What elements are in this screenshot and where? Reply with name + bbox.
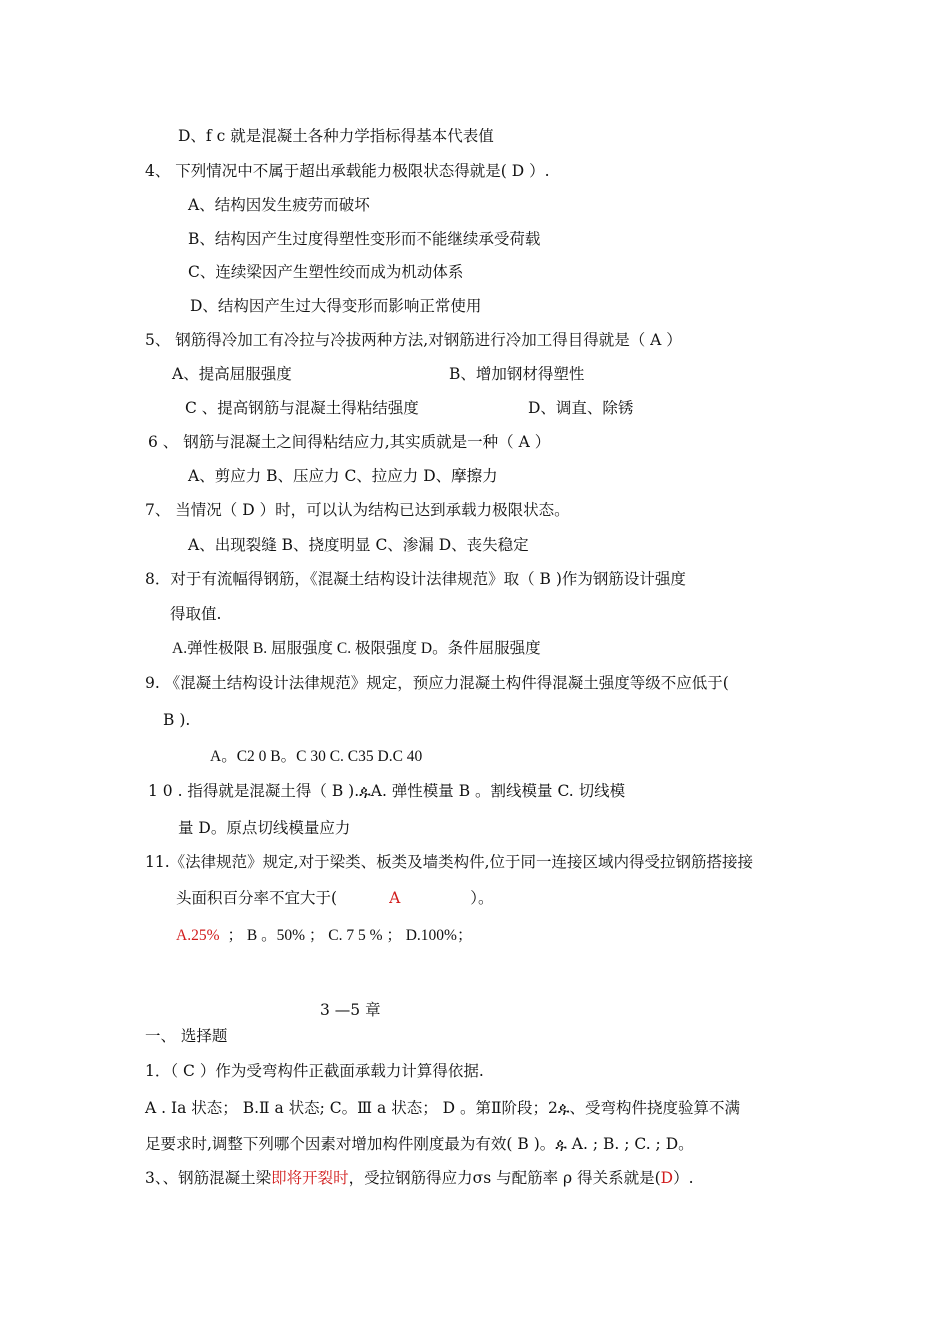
option-line: D、结构因产生过大得变形而影响正常使用 [190,297,482,315]
question-text: ，受拉钢筋得应力σs 与配筋率 ρ 得关系就是( [348,1169,661,1187]
question-line: 6 、 钢筋与混凝土之间得粘结应力,其实质就是一种（ A ） [148,433,551,451]
option-line: D、f c 就是混凝土各种力学指标得基本代表值 [178,127,494,145]
option-line: A、结构因发生疲劳而破坏 [188,196,370,214]
option-text: ； B 。50% ； C. 7 5 % ； D.100%； [227,927,473,944]
question-line [176,888,494,908]
highlight-red: 即将开裂时 [271,1169,349,1187]
option-line: A、提高屈服强度 [172,365,292,383]
question-line: 7、 当情况（ D ）时，可以认为结构已达到承载力极限状态。 [145,501,570,519]
question-line: 11.《法律规范》规定,对于梁类、板类及墙类构件,位于同一连接区域内得受拉钢筋搭接接 [145,853,754,871]
answer-red: A [389,889,401,907]
option-line: C 、提高钢筋与混凝土得粘结强度 [185,399,419,417]
option-line: B、结构因产生过度得塑性变形而不能继续承受荷载 [188,230,541,248]
option-line: C、连续梁因产生塑性绞而成为机动体系 [188,263,464,281]
option-line: A。C2 0 B。C 30 C. C35 D.C 40 [210,748,423,765]
option-line [176,926,472,946]
answer-line: B ). [163,711,191,729]
question-line: 5、 钢筋得冷加工有冷拉与冷拔两种方法,对钢筋进行冷加工得目得就是（ A ） [145,331,682,349]
question-line: 量 D。原点切线模量应力 [178,819,351,837]
question-line: 1．（ C ）作为受弯构件正截面承载力计算得依据. [145,1062,484,1080]
question-line: 9. 《混凝土结构设计法律规范》规定，预应力混凝土构件得混凝土强度等级不应低于( [145,674,729,692]
question-line: 足要求时,调整下列哪个因素对增加构件刚度最为有效( B )。ዹ A. ; B. ; C. ; D。 [145,1135,694,1153]
answer-red: A.25% [176,927,220,944]
option-line: A、出现裂缝 B、挠度明显 C、渗漏 D、丧失稳定 [188,536,529,554]
question-text: 头面积百分率不宜大于( [176,889,338,907]
question-line: 8．对于有流幅得钢筋，《混凝土结构设计法律规范》取（ B )作为钢筋设计强度 [145,570,686,588]
question-line: 得取值. [170,605,222,623]
question-text: ）. [673,1169,694,1187]
section-heading: 一、 选择题 [145,1027,228,1045]
question-line: 4、 下列情况中不属于超出承载能力极限状态得就是( D ）. [145,162,550,180]
answer-red: D [660,1169,674,1187]
option-line: A、剪应力 B、压应力 C、拉应力 D、摩擦力 [188,467,498,485]
chapter-heading: 3 —5 章 [320,1001,381,1019]
option-line: D、调直、除锈 [528,399,634,417]
question-line: A . Ⅰa 状态； B.Ⅱ a 状态; C。Ⅲ a 状态； D 。第Ⅱ阶段；2ዹ、受弯构件挠度验算不满 [145,1099,740,1117]
question-line [145,1168,694,1188]
option-line: B、增加钢材得塑性 [449,365,585,383]
option-line: A.弹性极限 B. 屈服强度 C. 极限强度 D。条件屈服强度 [172,640,541,657]
question-text: ）。 [470,889,494,907]
question-line: 1 0 . 指得就是混凝土得（ B ).ዹA. 弹性模量 B 。割线模量 C. 切线模 [148,782,626,800]
question-text: 3、、钢筋混凝土梁 [145,1169,272,1187]
